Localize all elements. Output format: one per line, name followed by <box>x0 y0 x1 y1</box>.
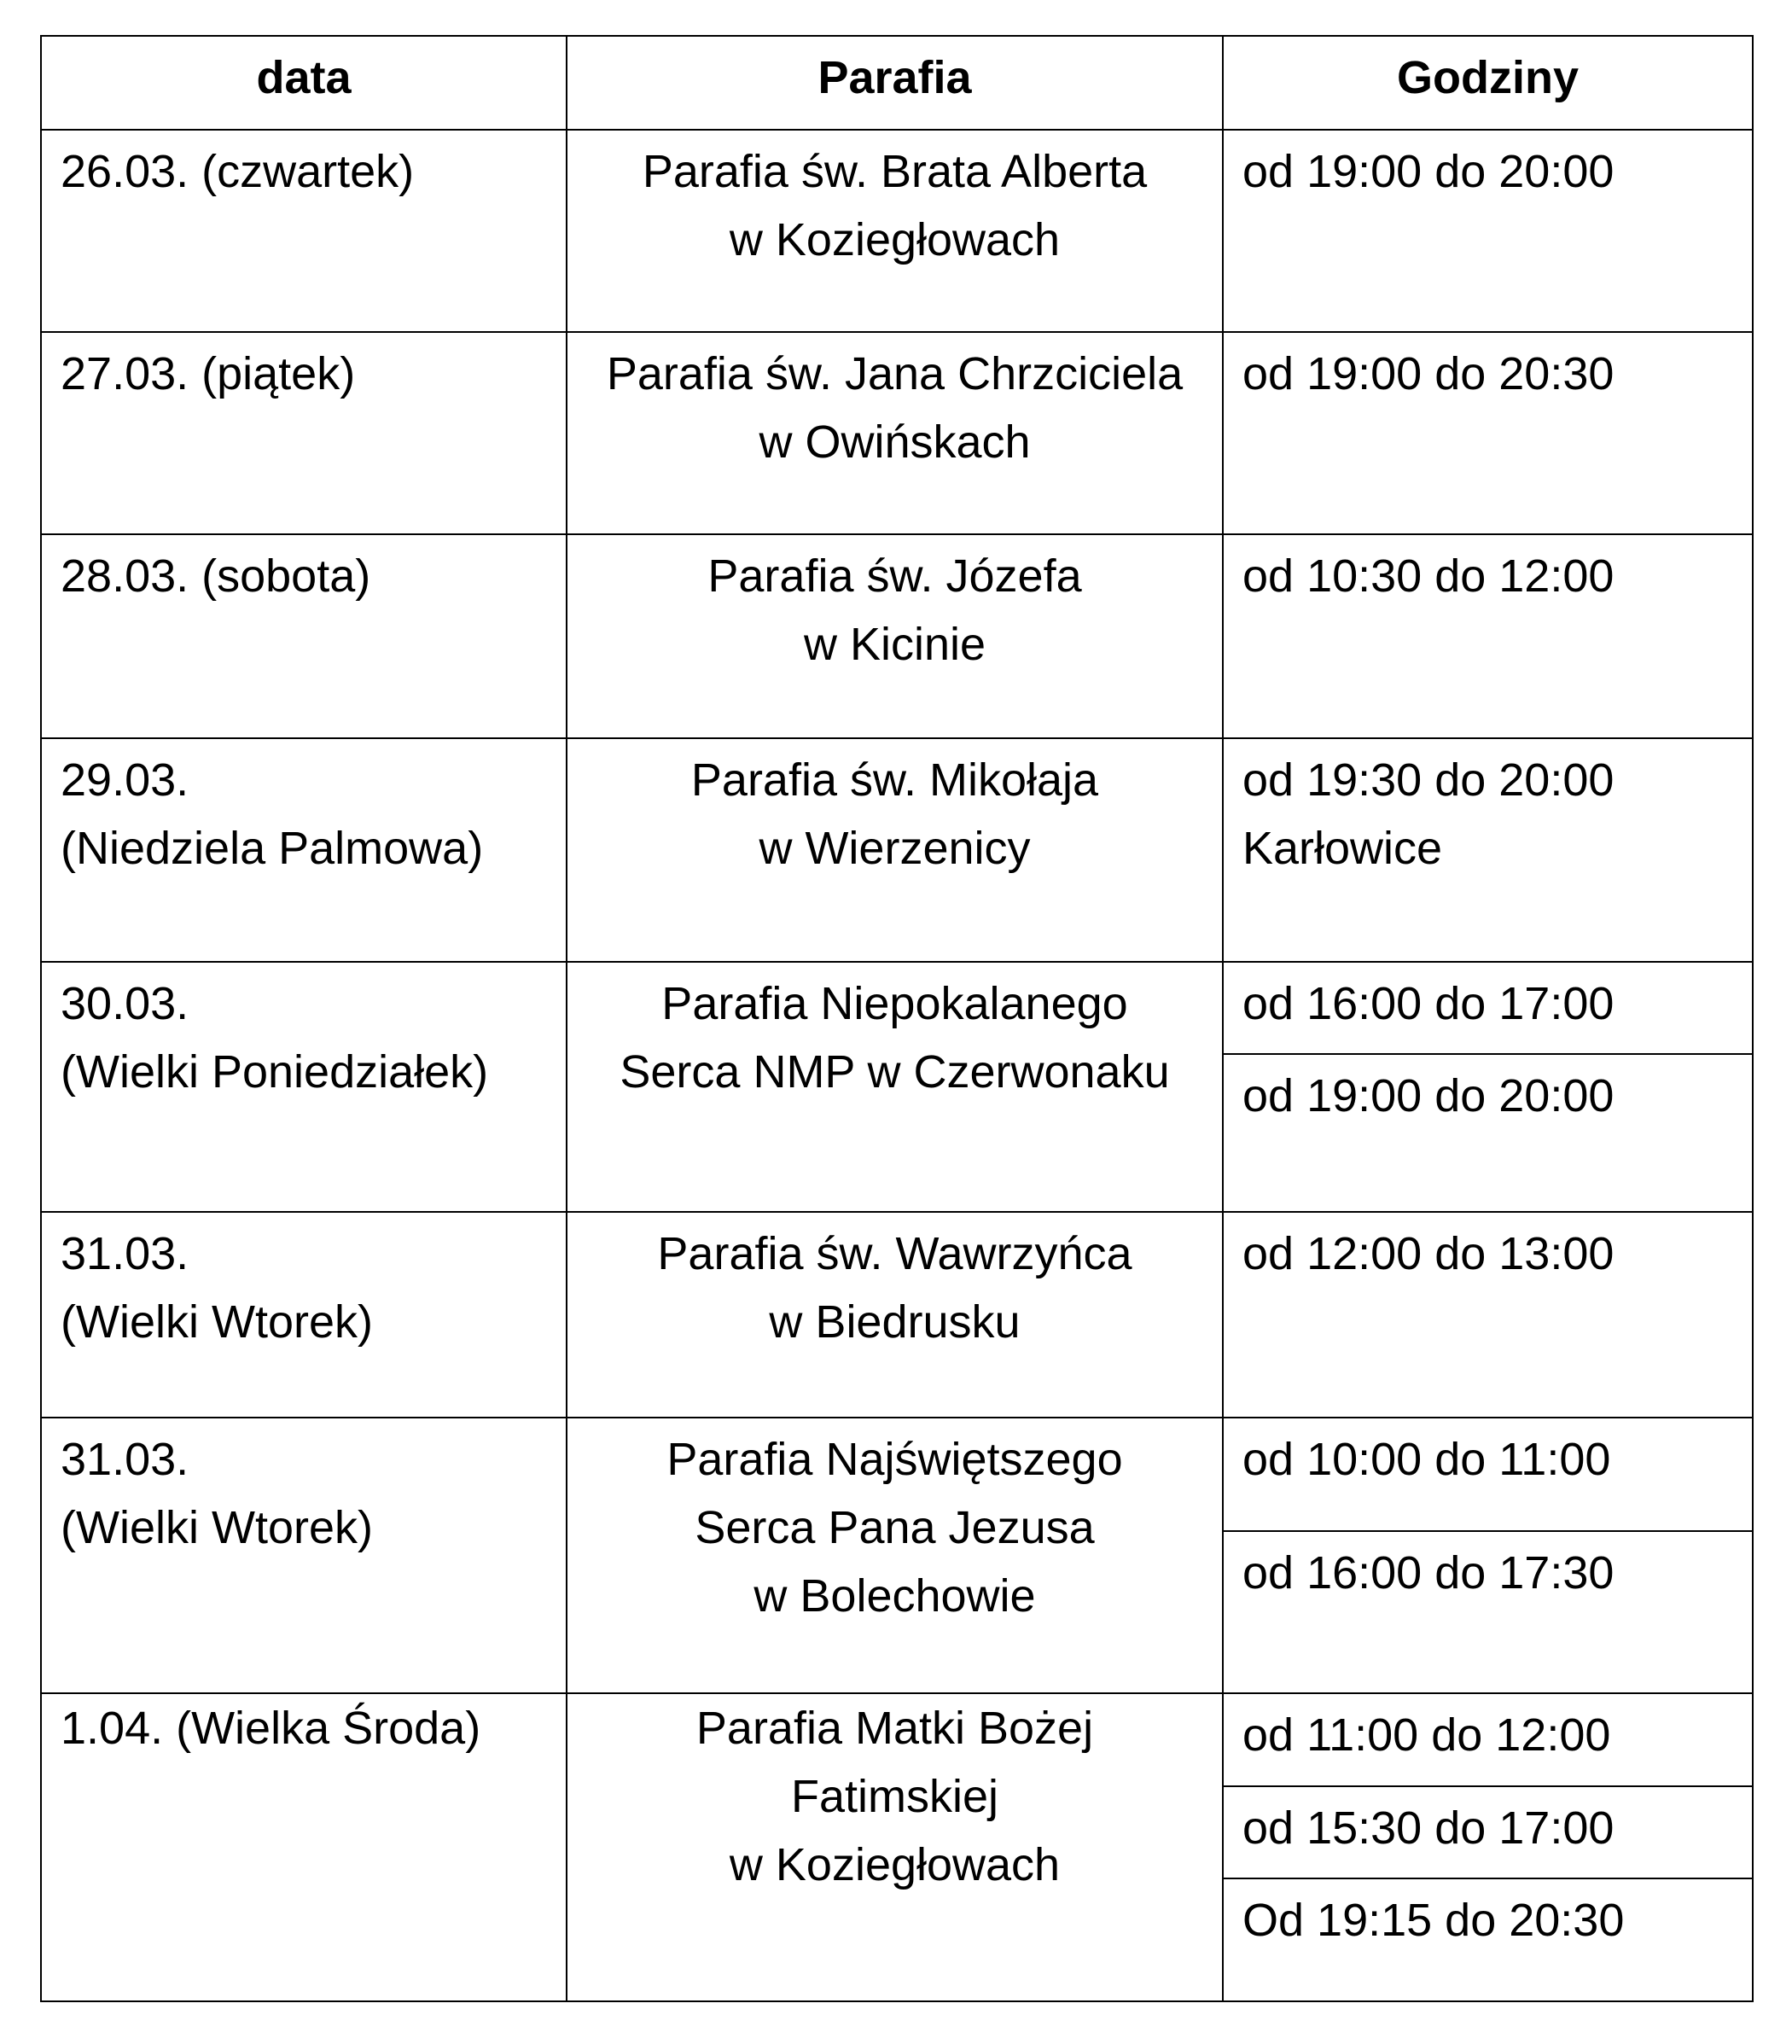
date-cell <box>41 1418 567 1693</box>
parish-line: Parafia Niepokalanego <box>661 978 1128 1029</box>
parish-cell <box>567 1693 1223 2001</box>
hours-line: Od 19:15 do 20:30 <box>1242 1895 1625 1946</box>
hours-cell <box>1223 332 1753 534</box>
hours-line: od 11:00 do 12:00 <box>1242 1709 1611 1761</box>
table-row <box>41 534 1753 738</box>
table-row <box>41 1693 1753 1786</box>
date-cell <box>41 534 567 738</box>
hours-slot <box>1223 1786 1753 1878</box>
parish-line: w Biedrusku <box>769 1296 1021 1348</box>
header-parish: Parafia <box>567 36 1223 130</box>
date-cell <box>41 962 567 1212</box>
date-line: 26.03. (czwartek) <box>61 146 415 197</box>
hours-line: od 19:00 do 20:00 <box>1242 146 1615 197</box>
parish-line: Serca Pana Jezusa <box>695 1502 1095 1553</box>
table-row <box>41 130 1753 332</box>
parish-line: Parafia Najświętszego <box>666 1434 1123 1485</box>
parish-line: Parafia św. Brata Alberta <box>642 146 1148 197</box>
hours-line: Karłowice <box>1242 823 1443 874</box>
parish-line: Parafia św. Mikołaja <box>690 754 1099 806</box>
table-row <box>41 962 1753 1054</box>
hours-line: od 12:00 do 13:00 <box>1242 1228 1615 1279</box>
hours-slot <box>1223 1531 1753 1693</box>
hours-line: od 10:00 do 11:00 <box>1242 1434 1611 1485</box>
date-line: (Wielki Wtorek) <box>61 1502 373 1553</box>
header-date: data <box>41 36 567 130</box>
hours-line: od 15:30 do 17:00 <box>1242 1802 1615 1854</box>
parish-line: Fatimskiej <box>790 1771 999 1822</box>
table-row <box>41 738 1753 962</box>
parish-cell <box>567 534 1223 738</box>
parish-cell <box>567 332 1223 534</box>
parish-line: Serca NMP w Czerwonaku <box>620 1046 1170 1098</box>
date-cell <box>41 1693 567 2001</box>
hours-line: od 19:00 do 20:00 <box>1242 1070 1615 1121</box>
hours-slot <box>1223 1054 1753 1212</box>
table-row <box>41 332 1753 534</box>
parish-cell <box>567 130 1223 332</box>
parish-line: w Bolechowie <box>753 1570 1036 1622</box>
hours-line: od 19:00 do 20:30 <box>1242 348 1615 399</box>
header-row <box>41 36 1753 130</box>
header-hours: Godziny <box>1223 36 1753 130</box>
date-line: 30.03. <box>61 978 189 1029</box>
hours-slot <box>1223 1418 1753 1531</box>
schedule-table <box>40 35 1754 2002</box>
hours-line: od 10:30 do 12:00 <box>1242 550 1615 602</box>
date-line: 28.03. (sobota) <box>61 550 371 602</box>
hours-cell <box>1223 738 1753 962</box>
hours-slot <box>1223 962 1753 1054</box>
date-line: (Wielki Poniedziałek) <box>61 1046 489 1098</box>
hours-line: od 16:00 do 17:30 <box>1242 1547 1615 1599</box>
parish-line: Parafia św. Józefa <box>707 550 1082 602</box>
table-row <box>41 1418 1753 1531</box>
hours-line: od 16:00 do 17:00 <box>1242 978 1615 1029</box>
date-line: 31.03. <box>61 1434 189 1485</box>
parish-line: Parafia Matki Bożej <box>695 1703 1094 1754</box>
hours-slot <box>1223 1693 1753 1786</box>
date-line: 1.04. (Wielka Środa) <box>61 1703 481 1754</box>
parish-cell <box>567 962 1223 1212</box>
parish-line: Parafia św. Jana Chrzciciela <box>606 348 1184 399</box>
parish-line: w Wierzenicy <box>759 823 1031 874</box>
parish-line: w Koziegłowach <box>729 214 1061 265</box>
date-cell <box>41 332 567 534</box>
hours-slot <box>1223 1878 1753 2001</box>
date-cell <box>41 130 567 332</box>
parish-cell <box>567 1418 1223 1693</box>
date-line: 29.03. <box>61 754 189 806</box>
parish-cell <box>567 738 1223 962</box>
hours-cell <box>1223 130 1753 332</box>
hours-line: od 19:30 do 20:00 <box>1242 754 1615 806</box>
date-cell <box>41 1212 567 1418</box>
date-line: 31.03. <box>61 1228 189 1279</box>
date-line: (Wielki Wtorek) <box>61 1296 373 1348</box>
parish-line: w Koziegłowach <box>729 1839 1061 1890</box>
hours-cell <box>1223 1212 1753 1418</box>
date-line: 27.03. (piątek) <box>61 348 356 399</box>
table-row <box>41 1212 1753 1418</box>
parish-line: w Owińskach <box>759 416 1031 468</box>
date-cell <box>41 738 567 962</box>
parish-line: Parafia św. Wawrzyńca <box>657 1228 1132 1279</box>
parish-cell <box>567 1212 1223 1418</box>
hours-cell <box>1223 534 1753 738</box>
date-line: (Niedziela Palmowa) <box>61 823 484 874</box>
parish-line: w Kicinie <box>803 619 986 670</box>
